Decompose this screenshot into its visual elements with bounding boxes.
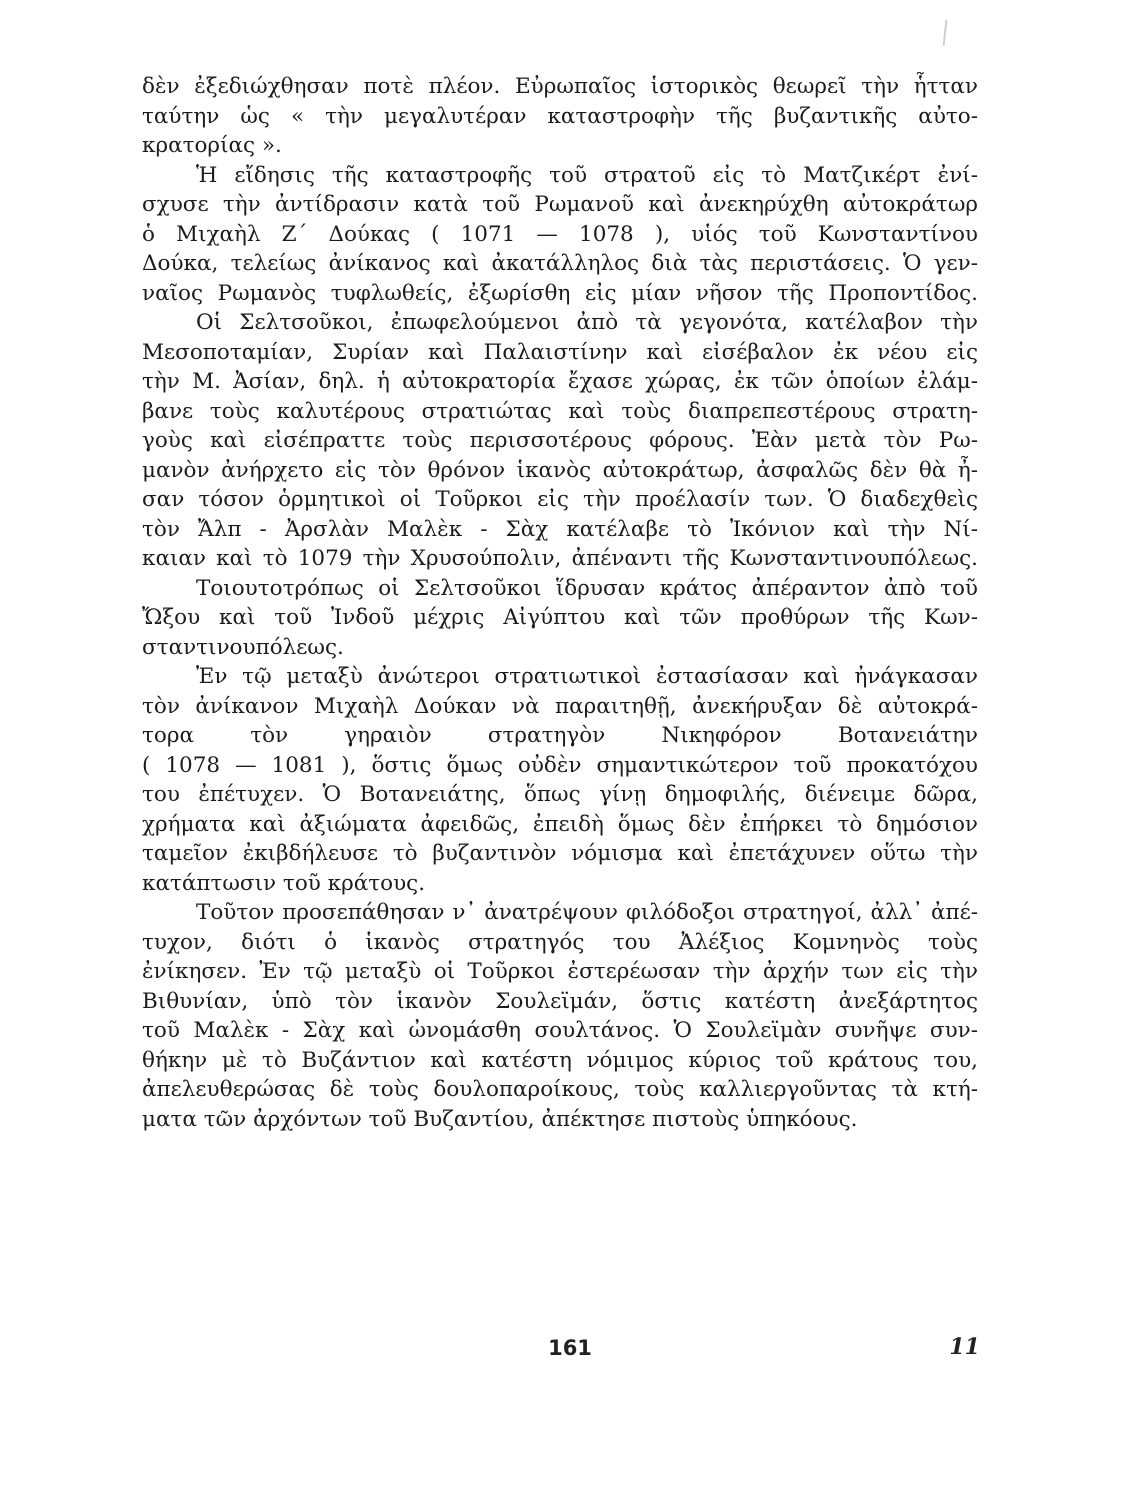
text-line: τοῦ Μαλὲκ - Σὰχ καὶ ὠνομάσθη σουλτάνος. Ὁ Σουλεϊμὰν συνῆψε συν-	[142, 1018, 978, 1043]
body-text	[142, 72, 978, 1134]
text-line: ἀπελευθερώσας δὲ τοὺς δουλοπαροίκους, τοὺς καλλιεργοῦντας τὰ κτή-	[142, 1077, 978, 1102]
gathering-signature: 11	[949, 1334, 980, 1360]
text-line: Ὤξου καὶ τοῦ Ἰνδοῦ μέχρις Αἰγύπτου καὶ τῶν προθύρων τῆς Κων-	[142, 605, 978, 630]
text-line: Τοῦτον προσεπάθησαν ν᾿ ἀνατρέψουν φιλόδοξοι στρατηγοί, ἀλλ᾿ ἀπέ-	[196, 900, 978, 925]
text-line: ταύτην ὡς « τὴν μεγαλυτέραν καταστροφὴν τῆς βυζαντικῆς αὐτο-	[142, 103, 978, 129]
text-line: ματα τῶν ἀρχόντων τοῦ Βυζαντίου, ἀπέκτησε πιστοὺς ὑπηκόους.	[142, 1106, 858, 1132]
text-line: σχυσε τὴν ἀντίδρασιν κατὰ τοῦ Ρωμανοῦ καὶ ἀνεκηρύχθη αὐτοκράτωρ	[142, 192, 978, 217]
text-line: Ἐν τῷ μεταξὺ ἀνώτεροι στρατιωτικοὶ ἐστασίασαν καὶ ἠνάγκασαν	[196, 664, 978, 689]
text-line: δὲν ἐξεδιώχθησαν ποτὲ πλέον. Εὐρωπαῖος ἱστορικὸς θεωρεῖ τὴν ἧτταν	[142, 74, 978, 99]
text-line: βανε τοὺς καλυτέρους στρατιώτας καὶ τοὺς διαπρεπεστέρους στρατη-	[142, 398, 978, 424]
text-line: ὁ Μιχαὴλ Ζ΄ Δούκας ( 1071 — 1078 ), υἱός τοῦ Κωνσταντίνου	[142, 221, 978, 247]
text-line: Βιθυνίαν, ὑπὸ τὸν ἱκανὸν Σουλεϊμάν, ὅστις κατέστη ἀνεξάρτητος	[142, 988, 978, 1014]
text-line: ἐνίκησεν. Ἐν τῷ μεταξὺ οἱ Τοῦρκοι ἐστερέωσαν τὴν ἀρχήν των εἰς τὴν	[142, 959, 978, 984]
text-line: χρήματα καὶ ἀξιώματα ἀφειδῶς, ἐπειδὴ ὅμως δὲν ἐπήρκει τὸ δημόσιον	[142, 811, 978, 837]
text-line: Τοιουτοτρόπως οἱ Σελτσοῦκοι ἵδρυσαν κράτος ἀπέραντον ἀπὸ τοῦ	[196, 575, 978, 601]
text-line: θήκην μὲ τὸ Βυζάντιον καὶ κατέστη νόμιμος κύριος τοῦ κράτους του,	[142, 1047, 978, 1073]
text-line: Οἱ Σελτσοῦκοι, ἐπωφελούμενοι ἀπὸ τὰ γεγονότα, κατέλαβον τὴν	[196, 310, 978, 335]
text-line: τὴν Μ. Ἀσίαν, δηλ. ἡ αὐτοκρατορία ἔχασε χώρας, ἐκ τῶν ὁποίων ἐλάμ-	[142, 369, 978, 394]
text-line: τυχον, διότι ὁ ἱκανὸς στρατηγός του Ἀλέξιος Κομνηνὸς τοὺς	[142, 929, 978, 955]
text-line: κατάπτωσιν τοῦ κράτους.	[142, 870, 426, 896]
scan-mark	[943, 20, 948, 46]
text-line: κρατορίας ».	[142, 133, 282, 158]
page-number: 161	[548, 1336, 592, 1360]
text-line: Μεσοποταμίαν, Συρίαν καὶ Παλαιστίνην καὶ εἰσέβαλον ἐκ νέου εἰς	[142, 339, 978, 365]
text-line: τὸν ἀνίκανον Μιχαὴλ Δούκαν νὰ παραιτηθῇ, ἀνεκήρυξαν δὲ αὐτοκρά-	[142, 693, 978, 719]
text-line: καιαν καὶ τὸ 1079 τὴν Χρυσούπολιν, ἀπέναντι τῆς Κωνσταντινουπόλεως.	[142, 546, 978, 571]
text-line: τορα τὸν γηραιὸν στρατηγὸν Νικηφόρον Βοτανειάτην	[142, 723, 978, 748]
text-line: Ἡ εἴδησις τῆς καταστροφῆς τοῦ στρατοῦ εἰς τὸ Ματζικέρτ ἐνί-	[196, 162, 978, 188]
text-line: σαν τόσον ὁρμητικοὶ οἱ Τοῦρκοι εἰς τὴν προέλασίν των. Ὁ διαδεχθεὶς	[142, 487, 978, 512]
text-line: Δούκα, τελείως ἀνίκανος καὶ ἀκατάλληλος διὰ τὰς περιστάσεις. Ὁ γεν-	[142, 251, 978, 276]
text-line: γοὺς καὶ εἰσέπραττε τοὺς περισσοτέρους φόρους. Ἐὰν μετὰ τὸν Ρω-	[142, 428, 978, 453]
text-line: τὸν Ἄλπ - Ἀρσλὰν Μαλὲκ - Σὰχ κατέλαβε τὸ Ἰκόνιον καὶ τὴν Νί-	[142, 516, 978, 542]
text-line: ναῖος Ρωμανὸς τυφλωθείς, ἐξωρίσθη εἰς μίαν νῆσον τῆς Προποντίδος.	[142, 280, 978, 306]
text-line: ( 1078 — 1081 ), ὅστις ὅμως οὐδὲν σημαντικώτερον τοῦ προκατόχου	[142, 752, 978, 778]
text-line: ταμεῖον ἐκιβδήλευσε τὸ βυζαντινὸν νόμισμα καὶ ἐπετάχυνεν οὕτω τὴν	[142, 841, 978, 866]
text-line: μανὸν ἀνήρχετο εἰς τὸν θρόνον ἱκανὸς αὐτοκράτωρ, ἀσφαλῶς δὲν θὰ ἦ-	[142, 457, 978, 483]
text-line: του ἐπέτυχεν. Ὁ Βοτανειάτης, ὅπως γίνῃ δημοφιλής, διένειμε δῶρα,	[142, 782, 978, 807]
text-line: σταντινουπόλεως.	[142, 634, 344, 660]
